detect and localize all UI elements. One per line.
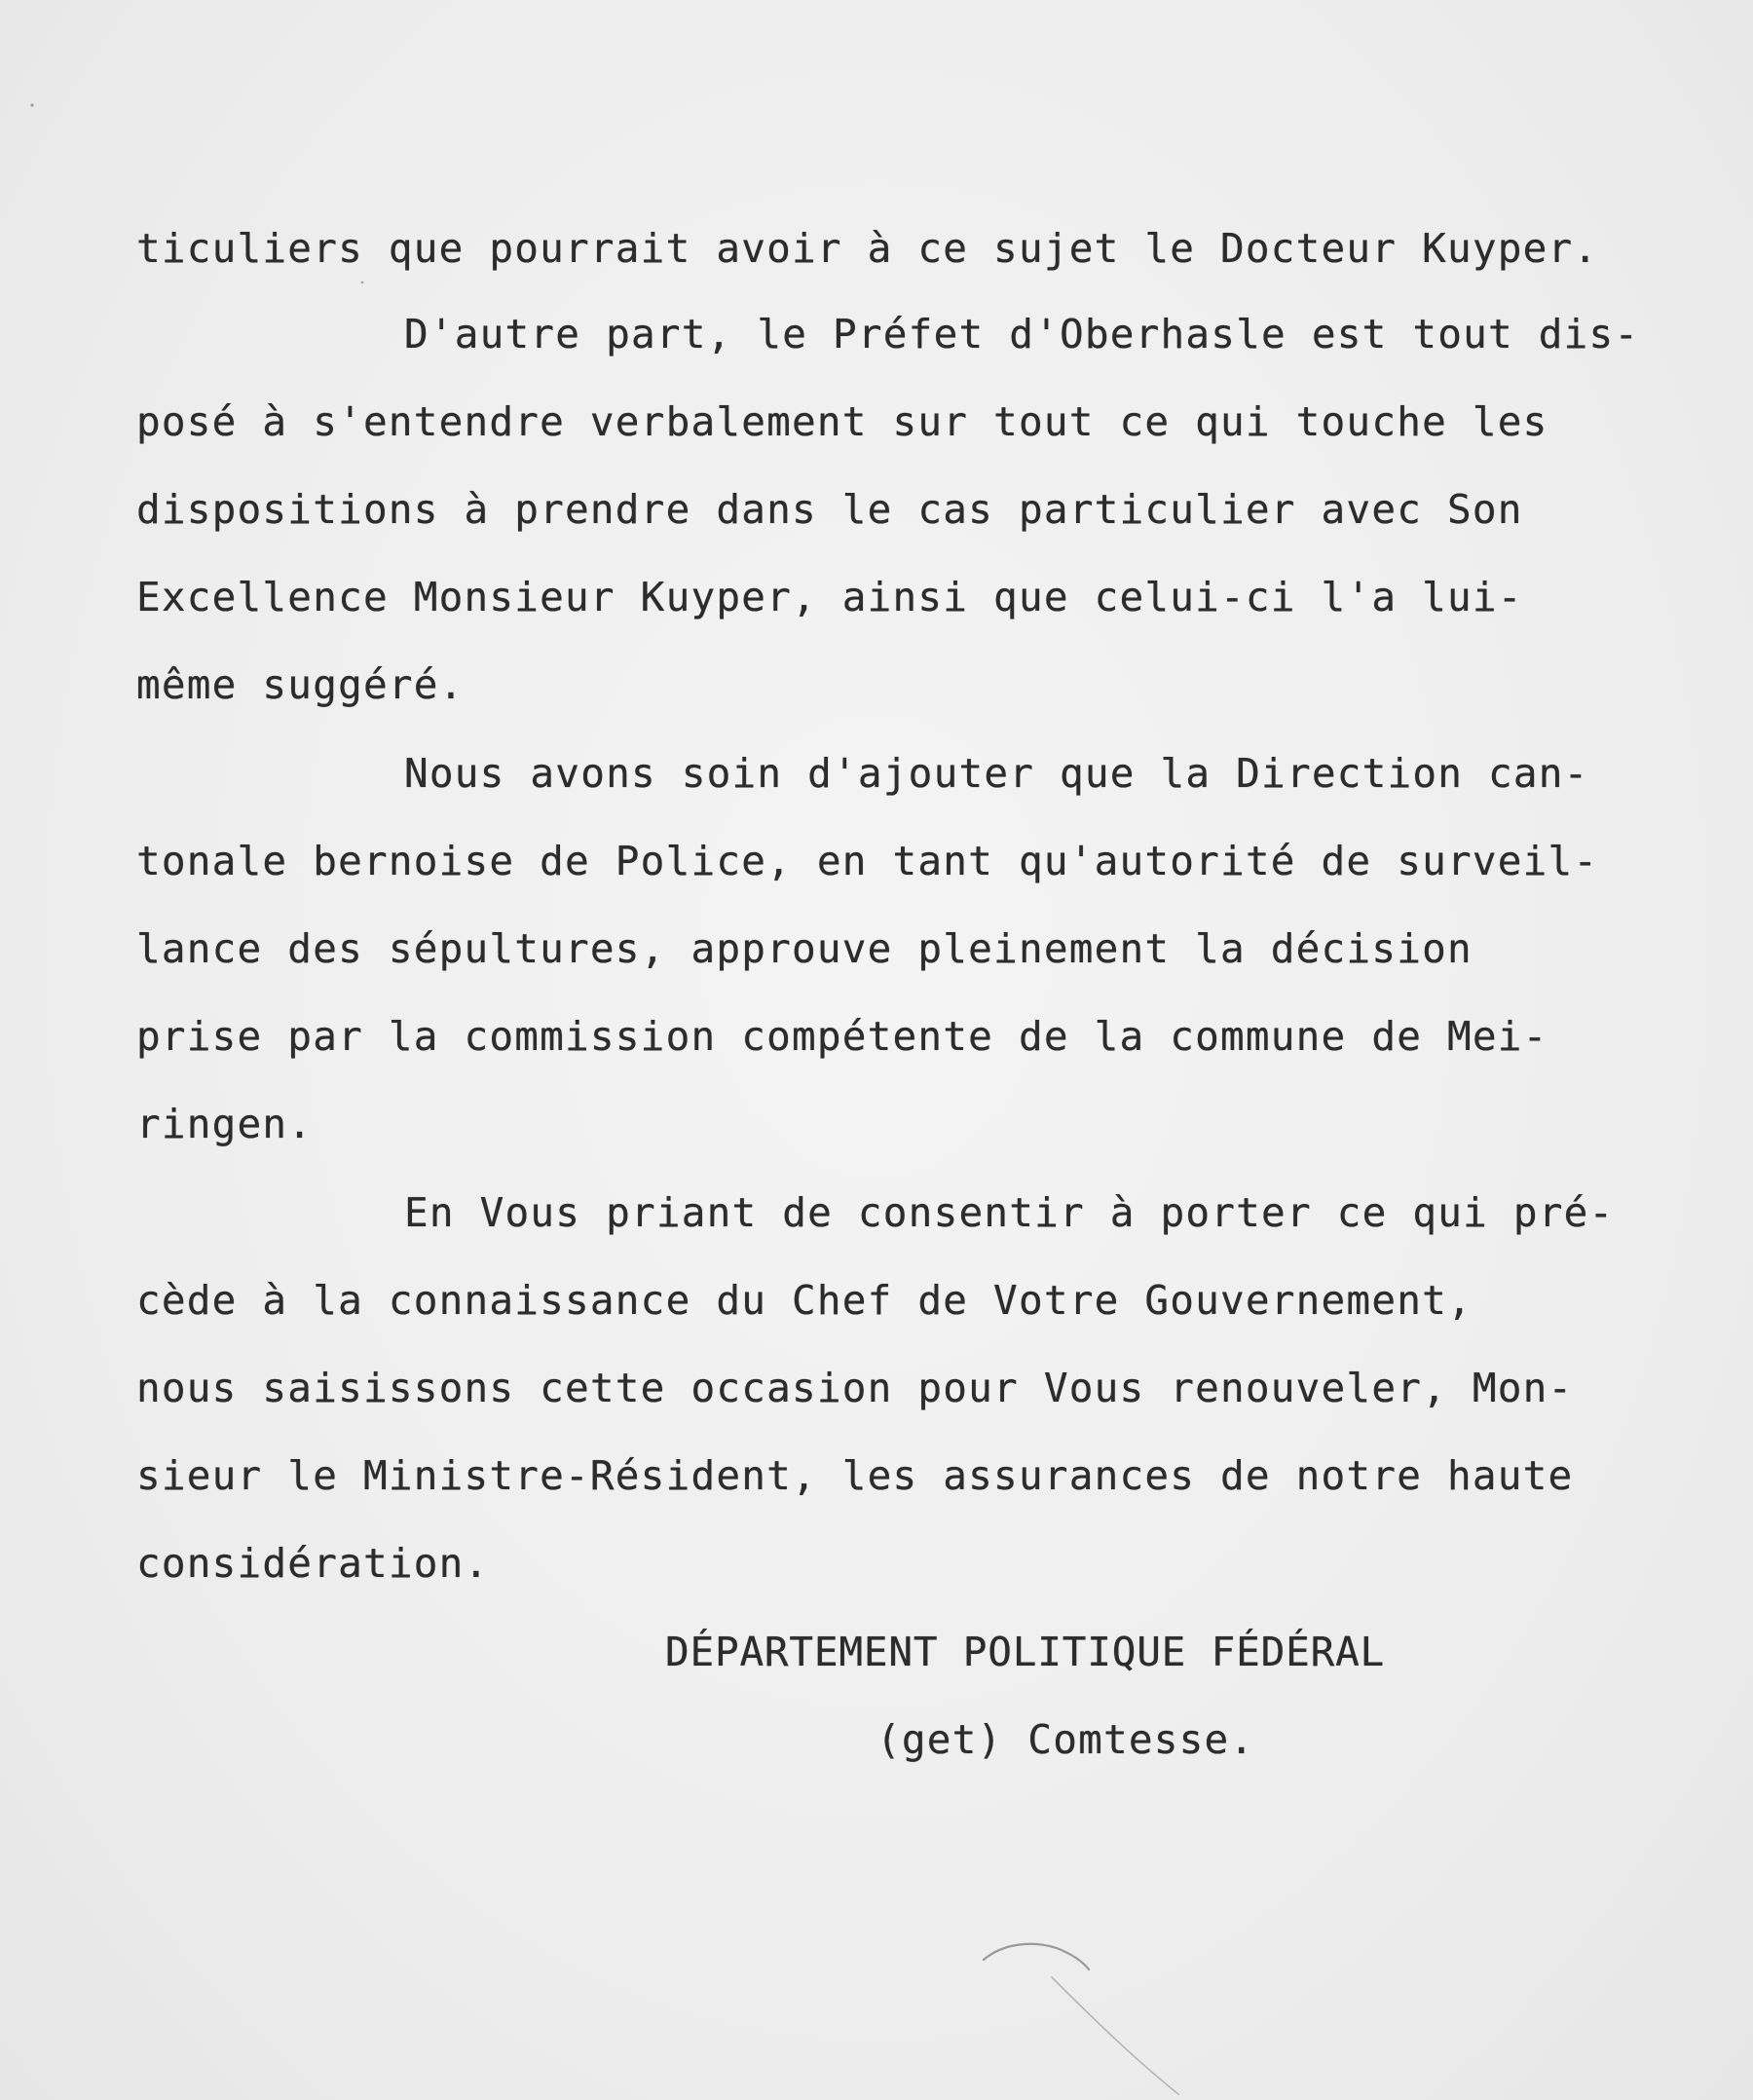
text-line: Excellence Monsieur Kuyper, ainsi que celui-ci l'a lui- bbox=[136, 574, 1523, 620]
text-line: D'autre part, le Préfet d'Oberhasle est tout dis- bbox=[404, 311, 1640, 357]
text-line: ringen. bbox=[136, 1101, 314, 1147]
signature-name: (get) Comtesse. bbox=[876, 1716, 1255, 1763]
text-line: cède à la connaissance du Chef de Votre Gouvernement, bbox=[136, 1277, 1473, 1324]
text-line: considération. bbox=[136, 1540, 490, 1587]
text-line: sieur le Ministre-Résident, les assurances de notre haute bbox=[136, 1452, 1574, 1499]
text-line: posé à s'entendre verbalement sur tout ce qui touche les bbox=[136, 398, 1548, 445]
text-line: nous saisissons cette occasion pour Vous renouveler, Mon- bbox=[136, 1365, 1574, 1411]
text-line: ticuliers que pourrait avoir à ce sujet le Docteur Kuyper. bbox=[136, 225, 1599, 272]
text-line: dispositions à prendre dans le cas particulier avec Son bbox=[136, 486, 1523, 533]
text-line: tonale bernoise de Police, en tant qu'autorité de surveil- bbox=[136, 838, 1599, 884]
signature-department: DÉPARTEMENT POLITIQUE FÉDÉRAL bbox=[665, 1629, 1386, 1675]
text-line: Nous avons soin d'ajouter que la Direction can- bbox=[404, 750, 1589, 797]
text-line: En Vous priant de consentir à porter ce qui pré- bbox=[404, 1189, 1615, 1236]
text-line: lance des sépultures, approuve pleinement la décision bbox=[136, 925, 1473, 972]
text-line: même suggéré. bbox=[136, 661, 465, 708]
text-line: prise par la commission compétente de la commune de Mei- bbox=[136, 1013, 1548, 1060]
